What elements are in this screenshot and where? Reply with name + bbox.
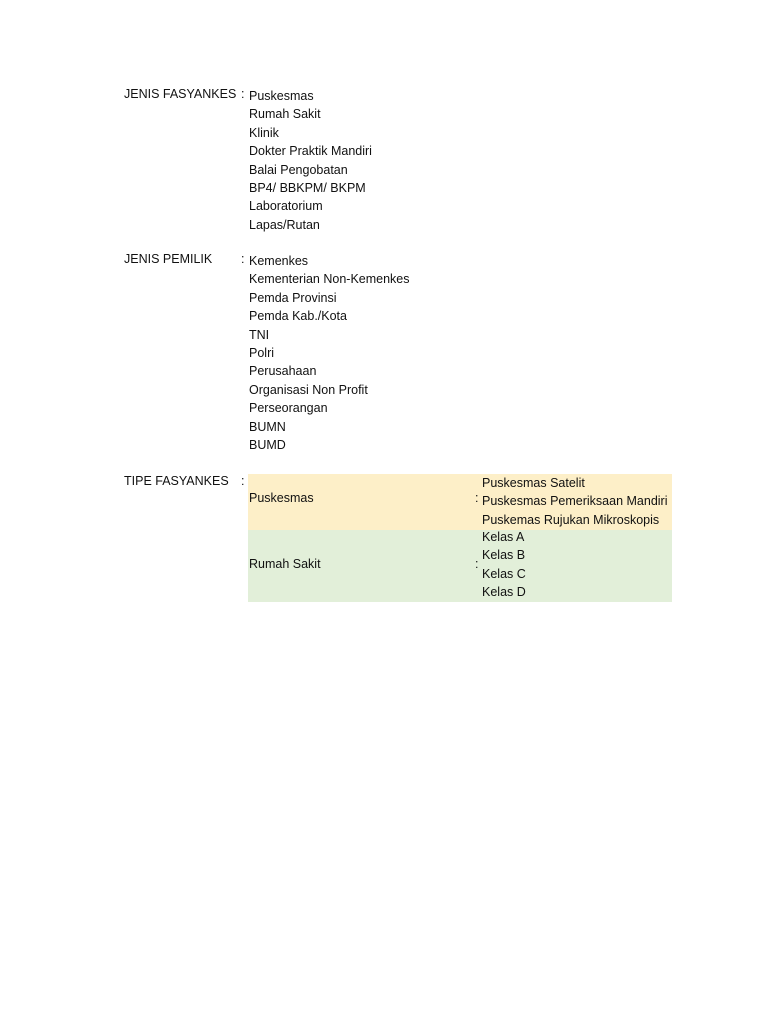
tipe-puskesmas-colon: : <box>475 491 479 505</box>
jenis-fasyankes-colon: : <box>241 87 245 101</box>
list-item: Dokter Praktik Mandiri <box>249 144 372 159</box>
list-item: Kelas D <box>482 585 526 600</box>
tipe-puskesmas-name: Puskesmas <box>249 491 314 505</box>
jenis-pemilik-colon: : <box>241 252 245 266</box>
list-item: Perseorangan <box>249 401 328 416</box>
list-item: Kelas A <box>482 530 525 544</box>
list-item: Pemda Kab./Kota <box>249 309 347 324</box>
list-item: Polri <box>249 345 275 360</box>
list-item: Puskesmas <box>249 89 314 103</box>
tipe-puskesmas-row <box>248 474 672 530</box>
list-item: Kementerian Non-Kemenkes <box>249 272 410 287</box>
list-item: Puskemas Rujukan Mikroskopis <box>482 512 660 527</box>
jenis-pemilik-label: JENIS PEMILIK <box>124 252 213 266</box>
tipe-rumah-sakit-row <box>248 530 672 602</box>
list-item: Kelas B <box>482 548 526 563</box>
tipe-puskesmas-list <box>482 474 668 529</box>
jenis-pemilik-list <box>249 252 410 454</box>
list-item: BUMD <box>249 437 286 452</box>
tipe-rumah-sakit-colon: : <box>475 557 479 571</box>
list-item: Kemenkes <box>249 254 309 268</box>
list-item: BP4/ BBKPM/ BKPM <box>249 180 366 195</box>
jenis-fasyankes-label: JENIS FASYANKES <box>124 87 237 101</box>
tipe-fasyankes-colon: : <box>241 474 245 488</box>
tipe-rumah-sakit-list <box>482 528 526 602</box>
list-item: Pemda Provinsi <box>249 290 337 305</box>
tipe-rumah-sakit-name: Rumah Sakit <box>249 557 321 571</box>
list-item: TNI <box>249 327 270 342</box>
list-item: Laboratorium <box>249 199 323 214</box>
tipe-fasyankes-label: TIPE FASYANKES <box>124 474 229 488</box>
list-item: Rumah Sakit <box>249 107 321 122</box>
list-item: Klinik <box>249 125 279 140</box>
list-item: BUMN <box>249 419 286 434</box>
jenis-fasyankes-list <box>249 87 372 234</box>
list-item: Organisasi Non Profit <box>249 382 368 397</box>
list-item: Perusahaan <box>249 364 317 379</box>
list-item: Kelas C <box>482 566 526 581</box>
list-item: Puskesmas Satelit <box>482 476 585 490</box>
list-item: Puskesmas Pemeriksaan Mandiri <box>482 494 668 509</box>
list-item: Balai Pengobatan <box>249 162 348 177</box>
list-item: Lapas/Rutan <box>249 217 320 232</box>
